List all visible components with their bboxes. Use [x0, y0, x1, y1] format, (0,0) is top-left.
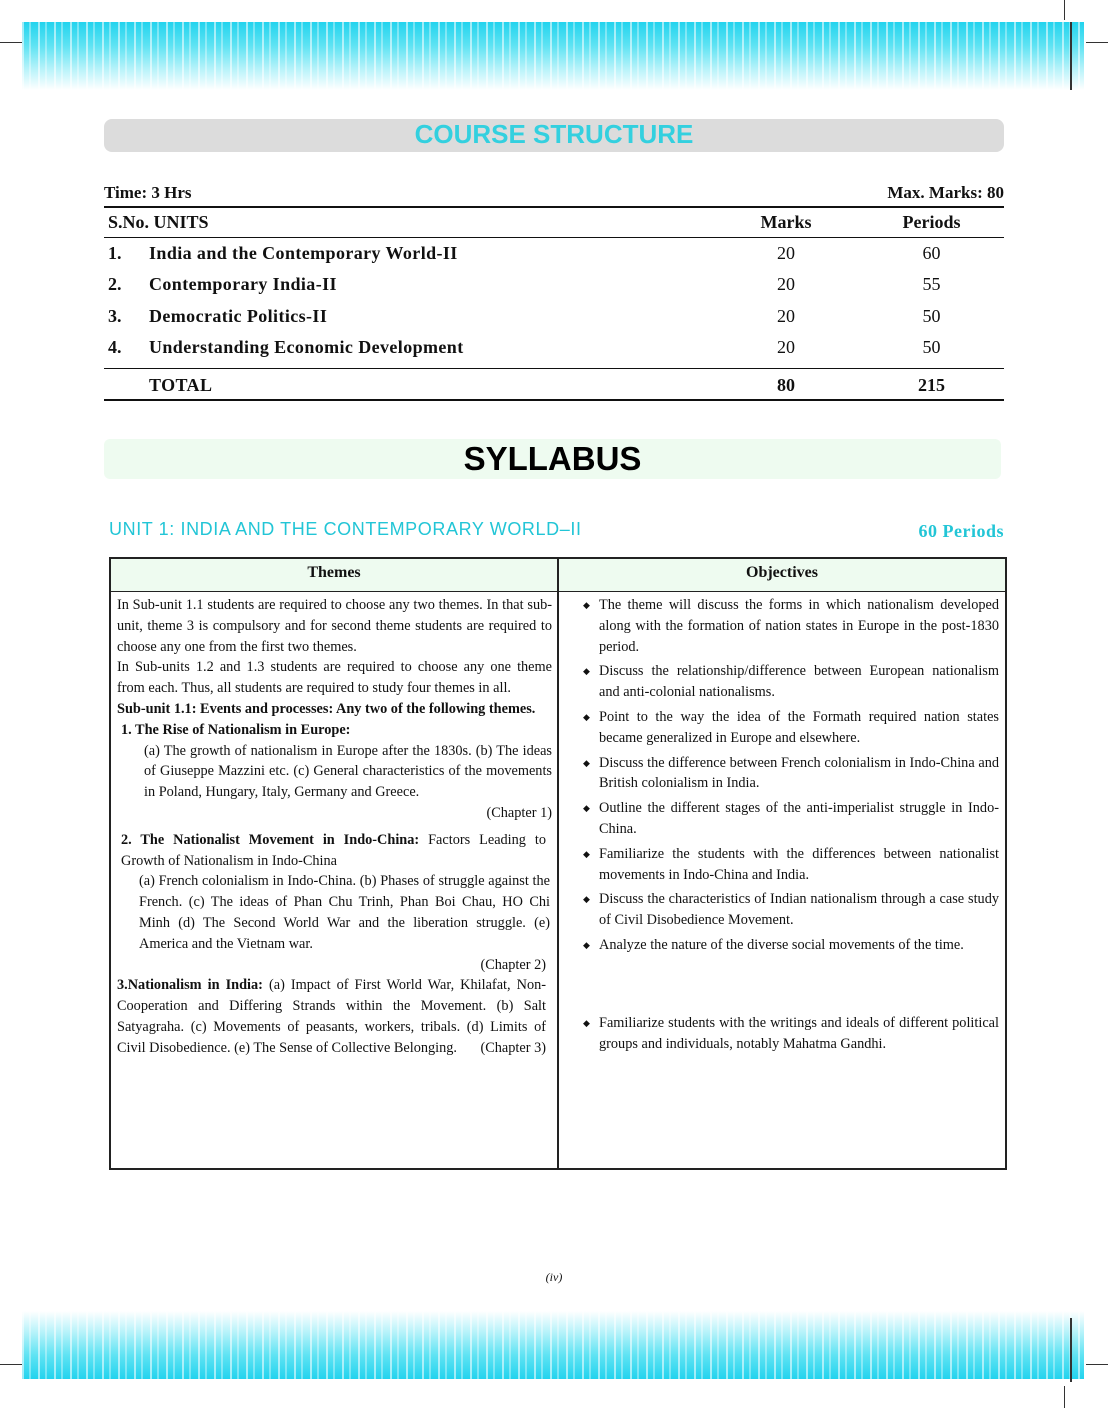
diamond-bullet-icon: ◆ [583, 894, 590, 905]
unit-periods: 50 [922, 337, 941, 357]
crop-mark [1064, 0, 1065, 20]
exam-time: Time: 3 Hrs [104, 183, 192, 202]
syllabus-table [109, 557, 1007, 1170]
objective-text: Outline the different stages of the anti-imperialist struggle in Indo-China. [599, 800, 999, 837]
list-item [579, 661, 999, 703]
row-number: 2. [108, 274, 122, 294]
list-item [579, 753, 999, 795]
diamond-bullet-icon: ◆ [583, 711, 590, 722]
crop-mark [1070, 1318, 1072, 1382]
diamond-bullet-icon: ◆ [583, 757, 590, 768]
table-top-rule [104, 206, 1004, 208]
theme-2-lead: Factors Leading to Growth of Nationalism in Indo-China [121, 831, 546, 869]
theme-1-chapter: (Chapter 1) [486, 804, 552, 821]
course-table-header [104, 212, 1004, 238]
table-row [104, 337, 1004, 363]
theme-3-body: (a) Impact of First World War, Khilafat, Non-Cooperation and Differing Strands within the Movement. (b) Salt Satyagraha. (c) Movements of peasants, workers, tribals. (d) Limits of Civil Disobedience. (e) The Sense of Collective Belonging. [117, 977, 547, 1056]
unit-name: Understanding Economic Development [149, 337, 464, 357]
course-structure-title-bar [104, 119, 1004, 152]
marks-header: Marks [760, 212, 812, 232]
unit-marks: 20 [777, 337, 795, 357]
diamond-bullet-icon: ◆ [583, 803, 590, 814]
crop-mark [1064, 1386, 1065, 1408]
diamond-bullet-icon: ◆ [583, 848, 590, 859]
unit-heading: UNIT 1: INDIA AND THE CONTEMPORARY WORLD–II [109, 519, 582, 539]
theme-2-chapter: (Chapter 2) [480, 956, 546, 973]
unit-periods: 50 [922, 306, 941, 326]
theme-3-chapter: (Chapter 3) [480, 1039, 546, 1056]
row-number: 4. [108, 337, 122, 357]
theme-2-heading [117, 830, 546, 872]
page-number: (iv) [545, 1270, 563, 1284]
themes-intro-1: In Sub-unit 1.1 students are required to choose any two themes. In that sub-unit, theme 3 is compulsory and for second theme students are required to choose any one from the first two themes. [117, 597, 552, 655]
unit-marks: 20 [777, 274, 795, 294]
list-item [579, 935, 999, 956]
syllabus-title: SYLLABUS [463, 440, 642, 477]
unit-period-count: 60 Periods [918, 521, 1004, 541]
unit-periods: 55 [922, 274, 941, 294]
diamond-bullet-icon: ◆ [583, 666, 590, 677]
crop-mark [1070, 22, 1072, 90]
column-divider [557, 559, 559, 1168]
unit-name: Democratic Politics-II [149, 306, 328, 326]
crop-mark [0, 1364, 22, 1365]
total-row [104, 375, 1004, 401]
diamond-bullet-icon: ◆ [583, 939, 590, 950]
objective-text: Familiarize students with the writings and ideals of different political groups and individuals, notably Mahatma Gandhi. [599, 1014, 999, 1052]
theme-1-title: 1. The Rise of Nationalism in Europe: [121, 721, 351, 738]
crop-mark [1086, 42, 1108, 43]
objective-text: Discuss the difference between French colonialism in Indo-China and British colonialism in India. [599, 754, 999, 792]
theme-1-body: (a) The growth of nationalism in Europe after the 1830s. (b) The ideas of Giuseppe Mazzini etc. (c) General characteristics of the movements in Poland, Hungary, Italy, Germany and Greece. [144, 742, 552, 801]
header-rule [104, 237, 1004, 238]
objective-text: Discuss the characteristics of Indian nationalism through a case study of Civil Disobedience Movement. [599, 891, 999, 929]
crop-mark [0, 42, 22, 43]
sno-units-header: S.No. UNITS [108, 212, 209, 232]
list-item [579, 798, 999, 840]
theme-2-body: (a) French colonialism in Indo-China. (b) Phases of struggle against the French. (c) The ideas of Phan Chu Trinh, Phan Boi Chau, HO Chi Minh (d) The Second World War and the liberation struggle. (e) America and the Vietnam war. [139, 873, 550, 952]
table-bottom-rule [104, 399, 1004, 401]
table-row [104, 274, 1004, 300]
syllabus-title-bar [104, 439, 1001, 479]
unit-name: Contemporary India-II [149, 274, 337, 294]
list-item [579, 707, 999, 749]
row-number: 1. [108, 243, 122, 263]
themes-intro-2: In Sub-units 1.2 and 1.3 students are required to choose any one theme from each. Thus, all students are required to study four themes in all. [117, 659, 552, 697]
top-decorative-band [22, 22, 1084, 90]
themes-header: Themes [307, 564, 361, 581]
unit-periods: 60 [922, 243, 941, 263]
max-marks: Max. Marks: 80 [887, 183, 1004, 202]
bottom-decorative-band [22, 1311, 1084, 1379]
total-rule [104, 368, 1004, 369]
list-item [579, 844, 999, 886]
unit-marks: 20 [777, 306, 795, 326]
objective-text: Analyze the nature of the diverse social movements of the time. [599, 936, 964, 953]
theme-3-title: 3.Nationalism in India: [117, 977, 263, 994]
unit-name: India and the Contemporary World-II [149, 243, 458, 263]
total-label: TOTAL [149, 375, 213, 395]
objective-text: Familiarize the students with the differences between nationalist movements in Indo-China and India. [599, 845, 999, 883]
list-item [579, 889, 999, 931]
table-row [104, 306, 1004, 332]
list-item [579, 1013, 999, 1055]
crop-mark [1086, 1364, 1108, 1365]
diamond-bullet-icon: ◆ [583, 1017, 590, 1028]
table-row [104, 243, 1004, 269]
objectives-column [579, 595, 999, 1058]
objective-text: Point to the way the idea of the Formath required nation states became generalized in Europe and elsewhere. [599, 708, 999, 746]
objective-text: Discuss the relationship/difference between European nationalism and anti-colonial nationalisms. [599, 663, 999, 701]
diamond-bullet-icon: ◆ [583, 600, 590, 610]
periods-header: Periods [902, 212, 961, 232]
total-marks: 80 [777, 375, 795, 395]
course-structure-title: COURSE STRUCTURE [414, 119, 694, 149]
row-number: 3. [108, 306, 122, 326]
subunit-heading: Sub-unit 1.1: Events and processes: Any two of the following themes. [117, 700, 536, 717]
total-periods: 215 [918, 375, 945, 395]
unit-marks: 20 [777, 243, 795, 263]
objective-text: The theme will discuss the forms in which nationalism developed along with the formation of nation states in Europe in the post-1830 period. [599, 597, 999, 655]
list-item [579, 595, 999, 657]
theme-2-title: 2. The Nationalist Movement in Indo-China: [121, 831, 420, 848]
themes-column [117, 595, 552, 1058]
objectives-header: Objectives [746, 564, 818, 581]
